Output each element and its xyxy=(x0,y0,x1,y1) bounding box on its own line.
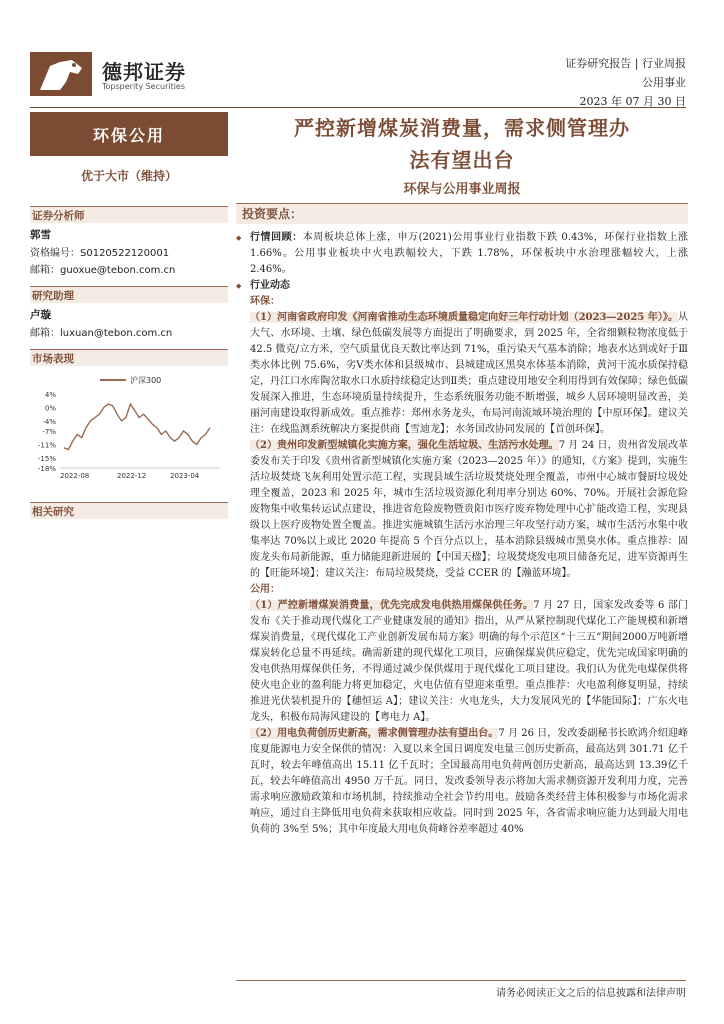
market-review-text: 本周板块总体上涨，申万(2021)公用事业行业指数下跌 0.43%，环保行业指数上涨 1.66%。公用事业板块中火电跌幅较大，下跌 1.78%，环保板块中水治理涨幅较大，上涨 2.46%。 xyxy=(250,232,689,275)
env-item-1-title: （1）河南省政府印发《河南省推动生态环境质量稳定向好三年行动计划（2023—2025 年）》。 xyxy=(250,312,678,323)
report-title xyxy=(236,112,688,176)
report-title-line2: 法有望出台 xyxy=(409,148,515,172)
env-item-1 xyxy=(236,310,688,438)
report-date: 2023 年 07 月 30 日 xyxy=(579,95,686,108)
tebon-logo-icon xyxy=(30,52,92,96)
series-line-hs300 xyxy=(64,404,210,449)
env-item-2-title: （2）贵州印发新型城镇化实施方案，强化生活垃圾、生活污水处理。 xyxy=(250,440,559,451)
report-header xyxy=(565,54,686,111)
report-subtitle: 环保与公用事业周报 xyxy=(403,182,521,197)
analyst-email[interactable]: 邮箱：guoxue@tebon.com.cn xyxy=(30,265,176,276)
main-content xyxy=(236,112,688,838)
analyst-section-title: 证券分析师 xyxy=(30,206,228,223)
env-item-1-text: 从大气、水环境、土壤、绿色低碳发展等方面提出了明确要求，到 2025 年，全省细颗粒物浓度低于 42.5 微克/立方米，空气质量优良天数比率达到 71%，重污染天气基本消除；地表水达到或好于Ⅲ类水体比例 75.6%，劣Ⅴ类水体和县级城市、县城建成区黑臭水体基本消除，黄河干流水质保持稳定，丹江口水库陶岔取水口水质持续稳定达到Ⅱ类；重点建设用地安全利用得到有效保障；绿色低碳发展深入推进，生态环境质量持续提升，生态系统服务功能不断增强，城乡人居环境明显改善，美丽河南建设取得新成效。重点推荐：郑州水务龙头，布局河南流域环境治理的【中原环保】。建议关注：在线监测系统解决方案提供商【雪迪龙】；水务国改协同发展的【首创环保】。 xyxy=(250,312,688,435)
brand-name-en: Topsperity Securities xyxy=(102,82,186,91)
sidebar xyxy=(30,112,228,519)
market-chart xyxy=(30,372,228,480)
key-points-header: 投资要点： xyxy=(236,203,688,224)
industry-banner: 环保公用 xyxy=(30,112,228,156)
brand-name-cn: 德邦证券 xyxy=(102,60,186,84)
market-chart-svg xyxy=(30,372,228,484)
footer-disclaimer: 请务必阅读正文之后的信息披露和法律声明 xyxy=(496,988,686,999)
assistant-name: 卢璇 xyxy=(30,309,51,321)
report-title-line1: 严控新增煤炭消费量，需求侧管理办 xyxy=(294,116,630,140)
report-body xyxy=(236,230,688,838)
util-item-1 xyxy=(236,598,688,726)
util-item-2-text: 7 月 26 日，发改委副秘书长欧鸿介绍迎峰度夏能源电力安全保供的情况：入夏以来全国日调度发电量三创历史新高，最高达到 301.71 亿千瓦时，较去年峰值高出 15.11 亿千瓦时；全国最高用电负荷两创历史新高，最高达到 13.39亿千瓦，较去年峰值高出 4950 万千瓦。同日，发改委领导表示将加大需求侧资源开发利用力度，完善需求响应激励政策和市场机制，持续推动全社会节约用电。鼓励各类经营主体积极参与市场化需求响应，通过自主降低用电负荷来获取相应收益。同时到 2025 年，各省需求响应能力达到最大用电负荷的 3%至 5%；其中年度最大用电负荷峰谷差率超过 40% xyxy=(250,728,688,835)
analyst-name: 郭雪 xyxy=(30,229,51,241)
report-type: 证券研究报告 | 行业周报 xyxy=(565,57,686,70)
market-review-paragraph xyxy=(236,230,688,278)
related-section-title: 相关研究 xyxy=(30,502,228,519)
header-divider xyxy=(30,107,686,108)
rating-label: 优于大市（维持） xyxy=(80,169,177,183)
y-tick-label: -18% xyxy=(37,465,56,473)
env-item-2-text: 7 月 24 日，贵州省发展改革委发布关于印发《贵州省新型城镇化实施方案（2023—2025 年）》的通知，《方案》提到，实施生活垃圾焚烧飞灰利用处置示范工程，实现县域生活垃圾焚烧处理全覆盖，市州中心城市餐厨垃圾处理全覆盖，2023 和 2025 年，城市生活垃圾资源化利用率分别达 60%、70%。开展社会源危险废物集中收集转运试点建设，推进省危险废物暨贵阳市医疗废弃物处理中心扩能改造工程，实现县级以上医疗废物处置全覆盖。推进实施城镇生活污水治理三年攻坚行动方案，城市生活污水集中收集率达 70%以上或比 2020 年提高 5 个百分点以上，基本消除县级城市黑臭水体。重点推荐：固废龙头布局新能源，重力储能迎新进展的【中国天楹】；垃圾焚烧发电项目储备充足，进军资源再生的【旺能环境】；建议关注：布局垃圾焚烧，受益 CCER 的【瀚蓝环境】。 xyxy=(250,440,688,579)
y-tick-label: -11% xyxy=(37,441,56,450)
env-head: 环保： xyxy=(250,296,280,307)
footer-divider xyxy=(236,980,686,981)
util-item-2 xyxy=(236,726,688,838)
legend-label: 沪深300 xyxy=(130,376,162,385)
util-item-1-text: 7 月 27 日，国家发改委等 6 部门发布《关于推动现代煤化工产业健康发展的通知》指出，从严从紧控制现代煤化工产能规模和新增煤炭消费量，《现代煤化工产业创新发展布局方案》明确的每个示范区“十三五”期间2000万吨新增煤炭转化总量不再延续。确需新建的现代煤化工项目，应确保煤炭供应稳定，优先完成国家明确的发电供热用煤保供任务，不得通过减少保供煤用于现代煤化工项目建设。我们认为优先电煤保供将使火电企业的盈利能力将更加稳定，火电估值有望迎来重塑。重点推荐：火电盈利修复明显，持续推进光伏装机提升的【穗恒运 A】；建议关注：火电龙头，大力发展风光的【华能国际】；广东火电龙头，积极布局海风建设的【粤电力 A】。 xyxy=(250,600,688,723)
y-tick-label: 4% xyxy=(44,391,56,399)
x-tick-label: 2022-08 xyxy=(60,472,90,480)
x-tick-label: 2022-12 xyxy=(117,472,147,480)
brand-logo xyxy=(30,50,190,102)
y-tick-label: 0% xyxy=(44,404,56,413)
util-head: 公用： xyxy=(250,584,280,595)
util-item-1-title: （1）严控新增煤炭消费量，优先完成发电供热用煤保供任务。 xyxy=(250,600,534,611)
util-item-2-title: （2）用电负荷创历史新高，需求侧管理办法有望出台。 xyxy=(250,728,499,739)
env-item-2 xyxy=(236,438,688,582)
analyst-cert: 资格编号：S0120522120001 xyxy=(30,248,170,259)
assistant-section-title: 研究助理 xyxy=(30,286,228,303)
market-section-title: 市场表现 xyxy=(30,349,228,366)
y-tick-label: -7% xyxy=(42,428,56,436)
y-tick-label: -15% xyxy=(37,454,56,463)
assistant-email[interactable]: 邮箱：luxuan@tebon.com.cn xyxy=(30,328,173,339)
x-tick-label: 2023-04 xyxy=(170,472,200,480)
y-tick-label: -4% xyxy=(42,417,56,426)
market-review-head: 行情回顾： xyxy=(250,232,303,243)
industry-news-head: ◆ 行业动态 xyxy=(236,278,688,294)
report-sector: 公用事业 xyxy=(642,76,686,89)
